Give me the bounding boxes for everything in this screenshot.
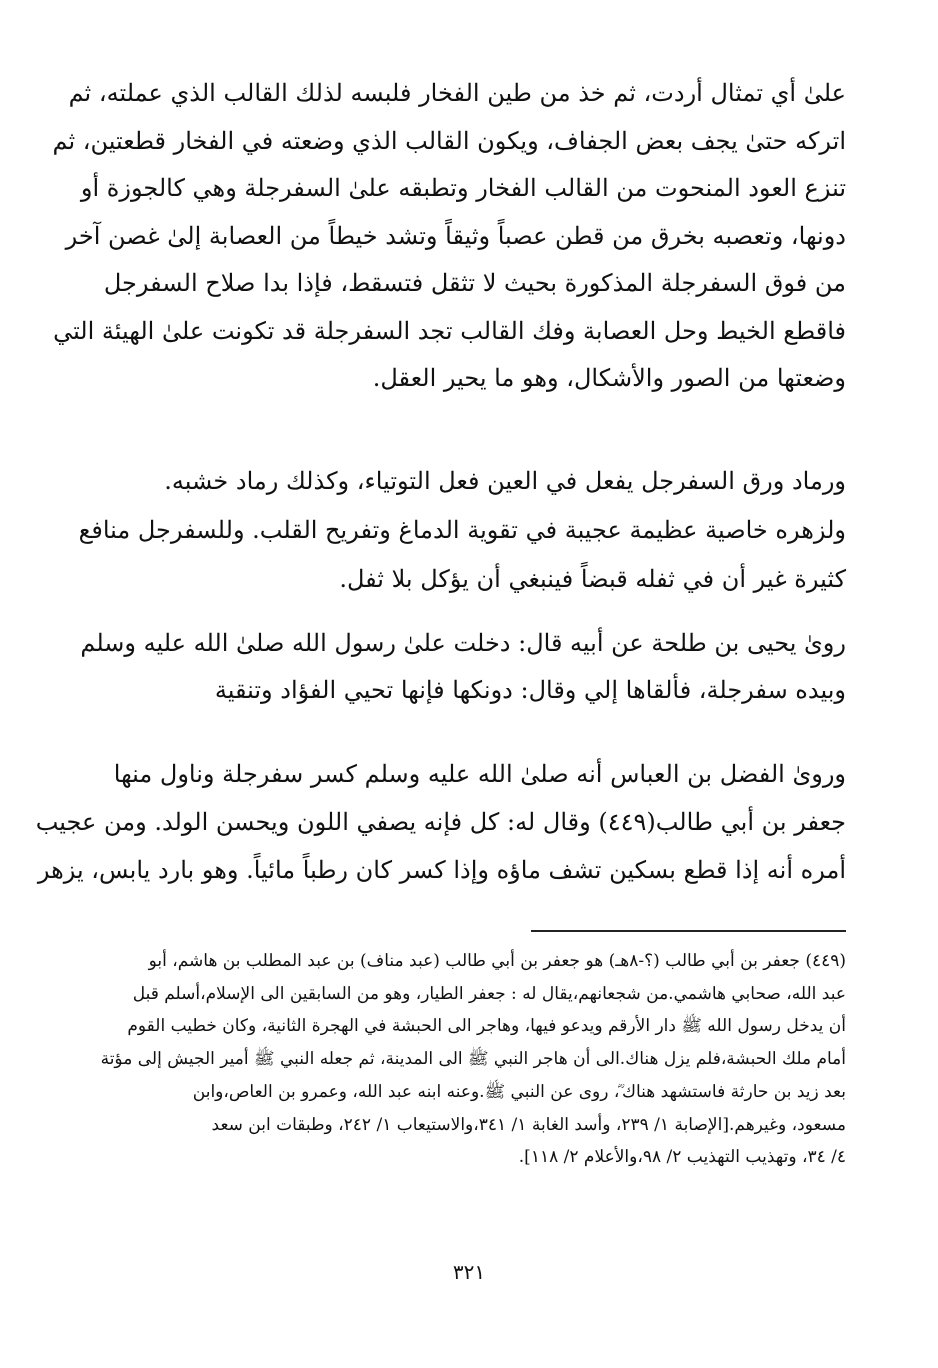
text-line: علىٰ أي تمثال أردت، ثم خذ من طين الفخار فلبسه لذلك القالب الذي عملته، ثم: [68, 79, 846, 107]
text-line: وبيده سفرجلة، فألقاها إلي وقال: دونكها فإنها تحيي الفؤاد وتنقية: [214, 676, 846, 704]
text-line: روىٰ يحيى بن طلحة عن أبيه قال: دخلت علىٰ رسول الله صلىٰ الله عليه وسلم: [80, 629, 846, 657]
text-line: جعفر بن أبي طالب(٤٤٩) وقال له: كل فإنه يصفي اللون ويحسن الولد. ومن عجيب: [35, 808, 846, 836]
text-line: فاقطع الخيط وحل العصابة وفك القالب تجد السفرجلة قد تكونت علىٰ الهيئة التي: [53, 316, 846, 345]
text-line: اتركه حتىٰ يجف بعض الجفاف، ويكون القالب الذي وضعته في الفخار قطعتين، ثم: [52, 126, 846, 155]
footnote-line: أن يدخل رسول الله ﷺ دار الأرقم ويدعو فيها، وهاجر الى الحبشة في الهجرة الثانية، وكان خطيب القوم: [127, 1016, 846, 1037]
footnote-line: (٤٤٩) جعفر بن أبي طالب (؟-٨هـ) هو جعفر بن أبي طالب (عبد مناف) بن عبد المطلب بن هاشم، أبو: [148, 951, 846, 971]
paragraph-quince-mold: [52, 70, 846, 403]
text-line: من فوق السفرجلة المذكورة بحيث لا تثقل فتسقط، فإذا بدا صلاح السفرجل: [103, 269, 846, 297]
footnote-449: [96, 945, 846, 1174]
footnote-divider: [531, 930, 846, 932]
text-line: دونها، وتعصبه بخرق من قطن عصباً وثيقاً وتشد خيطاً من العصابة إلىٰ غصن آخر: [65, 221, 846, 250]
text-line: كثيرة غير أن في ثفله قبضاً فينبغي أن يؤكل بلا ثفل.: [339, 565, 846, 593]
footnote-line: بعد زيد بن حارثة فاستشهد هناك ؓ، روى عن النبي ﷺ.وعنه ابنه عبد الله، وعمرو بن العاص،وابن: [192, 1081, 846, 1102]
paragraph-hadith-fadl: [35, 750, 846, 894]
text-line: وروىٰ الفضل بن العباس أنه صلىٰ الله عليه وسلم كسر سفرجلة وناول منها: [113, 760, 846, 788]
footnote-line: عبد الله، صحابي هاشمي.من شجعانهم،يقال له : جعفر الطيار، وهو من السابقين الى الإسلام،أسلم قبل: [132, 983, 846, 1004]
paragraph-hadith-talha: [80, 620, 846, 714]
text-line: تنزع العود المنحوت من القالب الفخار وتطبقه علىٰ السفرجلة وهي كالجوزة أو: [80, 174, 846, 202]
page-number: ٣٢١: [452, 1260, 486, 1284]
footnote-line: ٤/ ٣٤، وتهذيب التهذيب ٢/ ٩٨،والأعلام ٢/ ١١٨].: [518, 1147, 846, 1168]
text-line: وضعتها من الصور والأشكال، وهو ما يحير العقل.: [372, 364, 846, 392]
text-line: ورماد ورق السفرجل يفعل في العين فعل التوتياء، وكذلك رماد خشبه.: [164, 467, 846, 495]
footnote-line: أمام ملك الحبشة،فلم يزل هناك.الى أن هاجر النبي ﷺ الى المدينة، ثم جعله النبي ﷺ أمير الجيش إلى مؤتة: [100, 1049, 846, 1070]
footnote-line: مسعود، وغيرهم.[الإصابة ١/ ٢٣٩، وأسد الغابة ١/ ٣٤١،والاستيعاب ١/ ٢٤٢، وطبقات ابن سعد: [211, 1114, 846, 1135]
text-line: ولزهره خاصية عظيمة عجيبة في تقوية الدماغ وتفريح القلب. وللسفرجل منافع: [78, 516, 846, 544]
text-line: أمره أنه إذا قطع بسكين تشف ماؤه وإذا كسر كان رطباً مائياً. وهو بارد يابس، يزهر: [37, 856, 846, 884]
paragraph-quince-ash: [78, 457, 846, 604]
